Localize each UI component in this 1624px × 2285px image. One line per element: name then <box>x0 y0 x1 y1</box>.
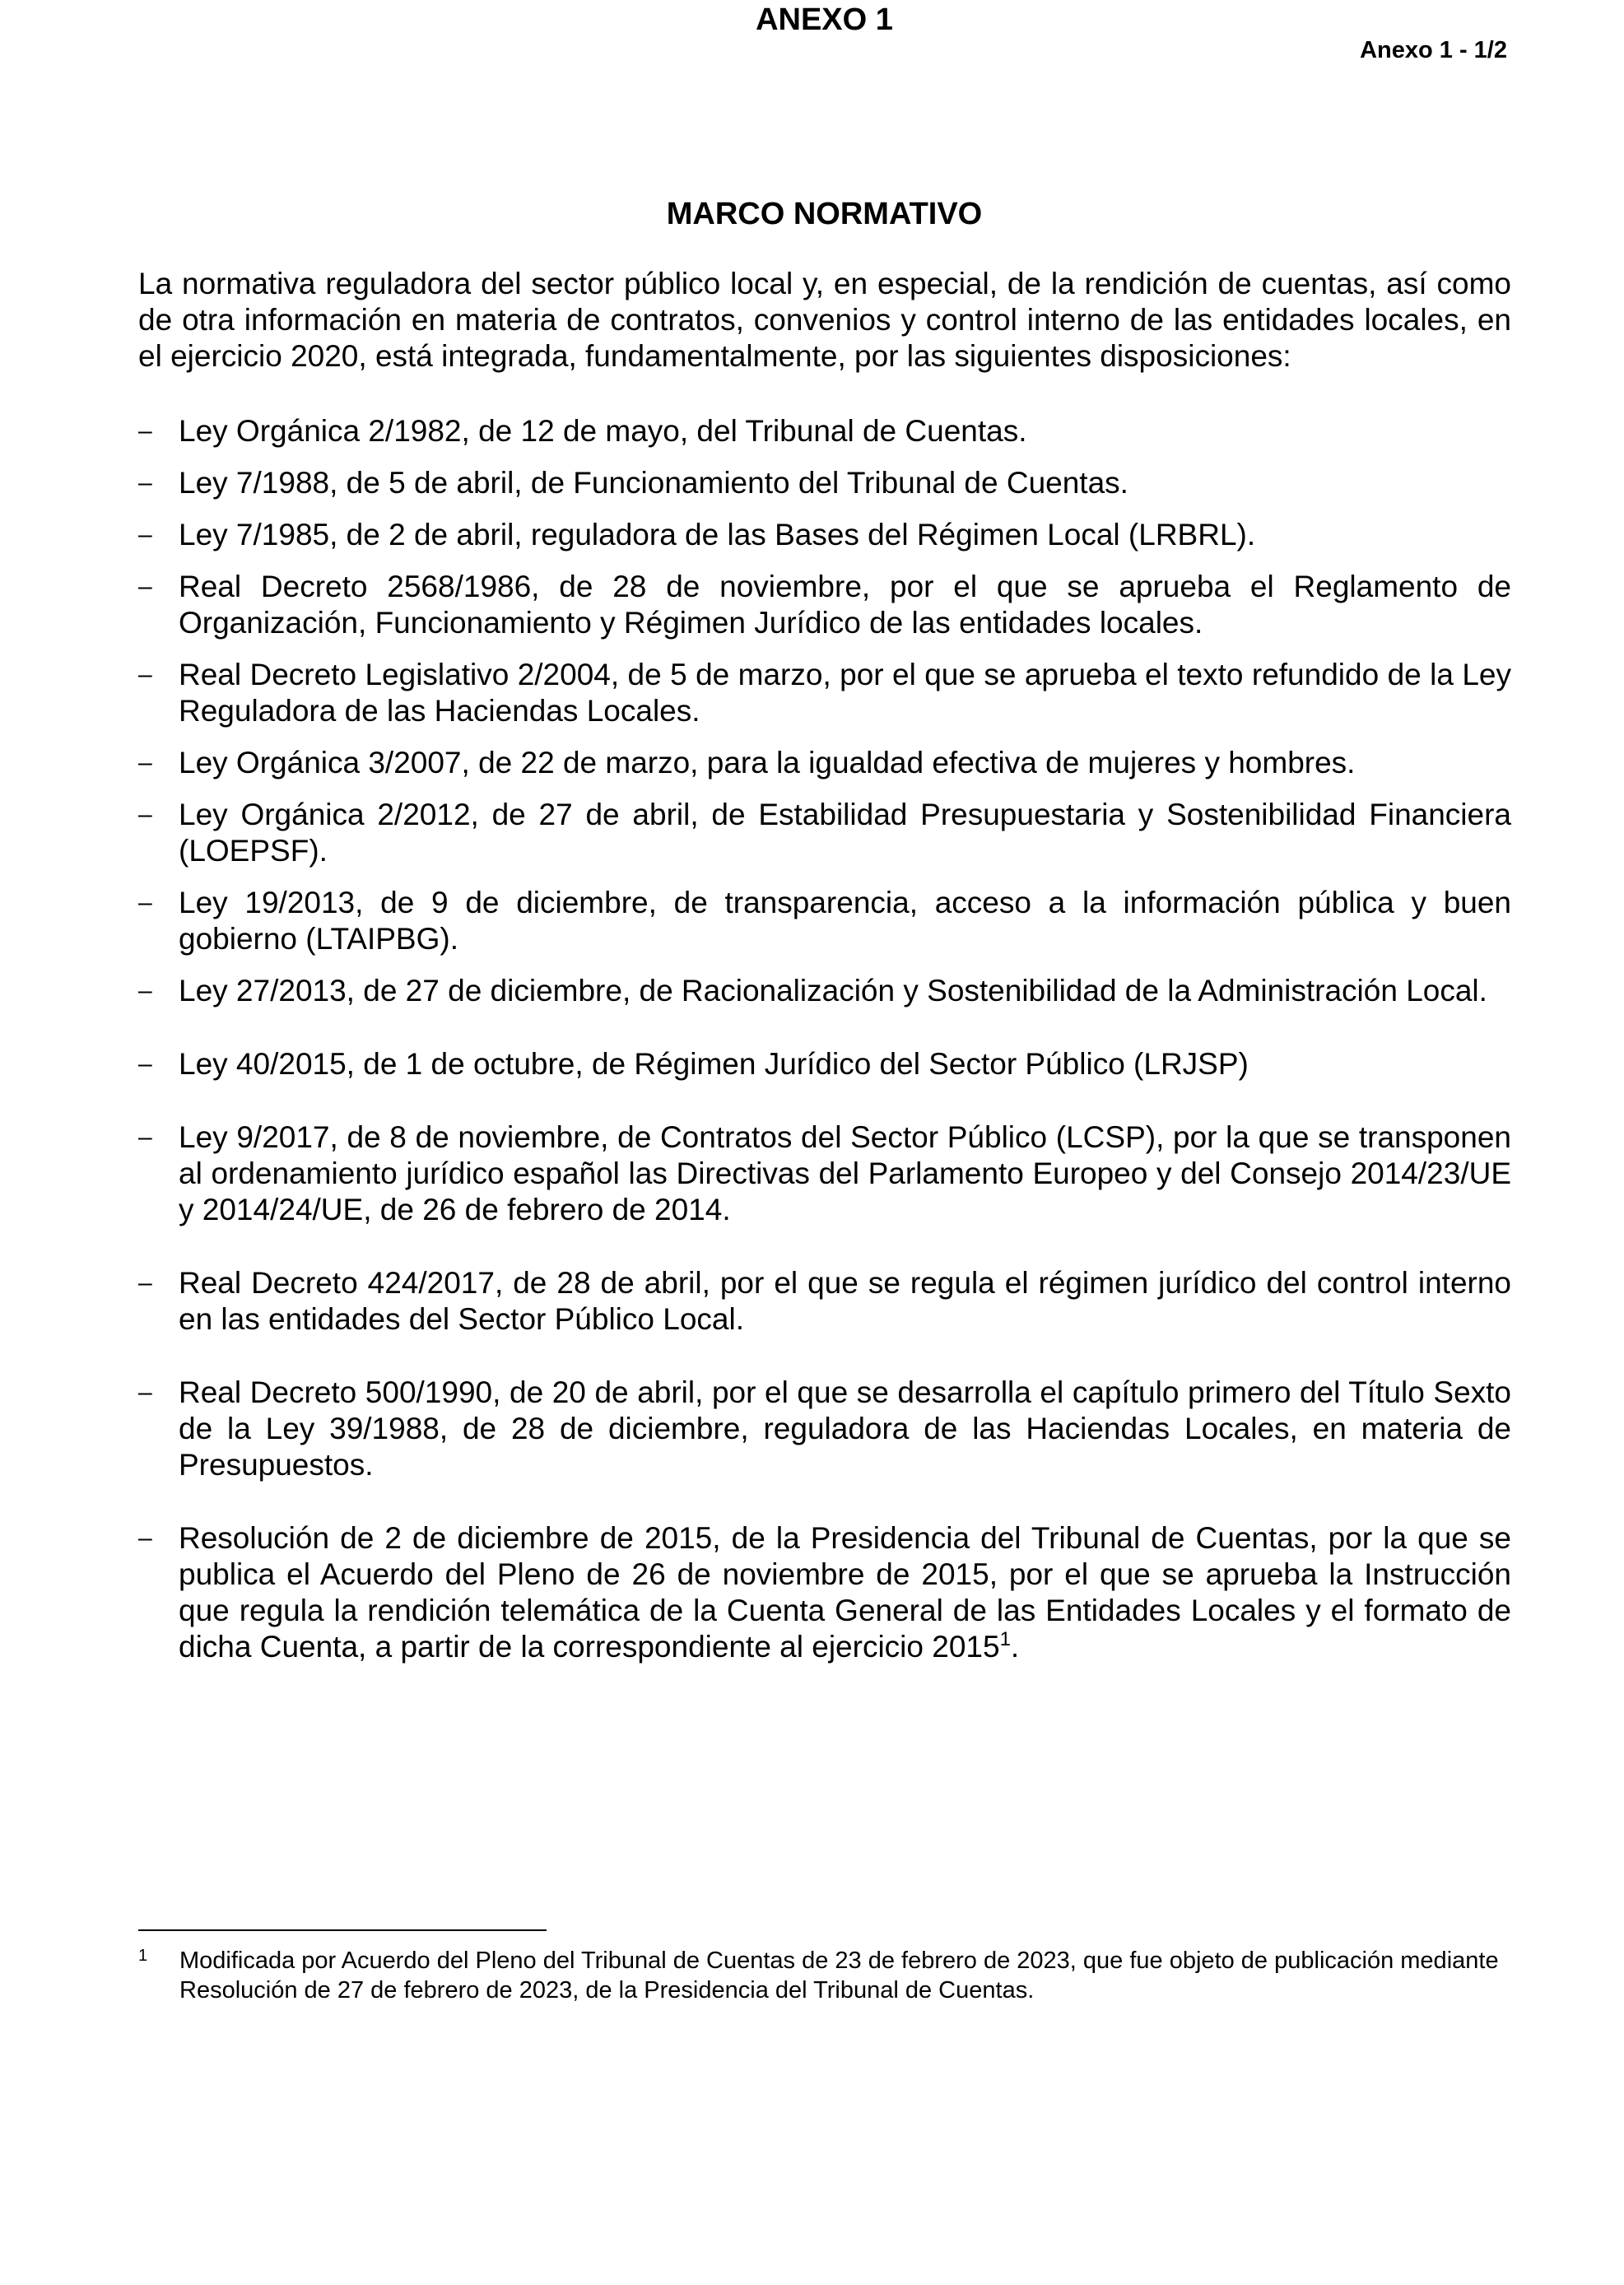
list-item <box>138 1046 1511 1082</box>
list-item-end: . <box>1010 1630 1020 1664</box>
footnote-separator <box>138 1929 547 1931</box>
list-item <box>138 885 1511 957</box>
list-item-text: Real Decreto Legislativo 2/2004, de 5 de marzo, por el que se aprueba el texto refundido de la Ley Reguladora de las Haciendas Locales. <box>179 658 1511 728</box>
footnote-number: 1 <box>138 1947 148 1965</box>
annex-title: ANEXO 1 <box>756 2 893 37</box>
list-item <box>138 745 1511 781</box>
dash-bullet-icon: – <box>138 1379 152 1406</box>
dash-bullet-icon: – <box>138 469 152 496</box>
list-item <box>138 569 1511 641</box>
list-item <box>138 1375 1511 1483</box>
dispositions-list <box>138 413 1511 1665</box>
list-item-text: Real Decreto 500/1990, de 20 de abril, por el que se desarrolla el capítulo primero del Título Sexto de la Ley 39/1988, de 28 de diciembre, reguladora de las Haciendas Locales, en materia de Presupuestos. <box>179 1375 1511 1482</box>
dash-bullet-icon: – <box>138 521 152 548</box>
dash-bullet-icon: – <box>138 801 152 828</box>
footnote-reference[interactable]: 1 <box>999 1628 1011 1650</box>
list-item-text: Ley 7/1985, de 2 de abril, reguladora de las Bases del Régimen Local (LRBRL). <box>179 518 1256 551</box>
dash-bullet-icon: – <box>138 1050 152 1077</box>
list-item-text: Ley 19/2013, de 9 de diciembre, de transparencia, acceso a la información pública y buen gobierno (LTAIPBG). <box>179 886 1511 956</box>
list-item-text: Ley 40/2015, de 1 de octubre, de Régimen Jurídico del Sector Público (LRJSP) <box>179 1047 1249 1081</box>
list-item <box>138 1265 1511 1338</box>
list-item <box>138 797 1511 869</box>
list-item <box>138 413 1511 449</box>
intro-paragraph: La normativa reguladora del sector público local y, en especial, de la rendición de cuentas, así como de otra información en materia de contratos, convenios y control interno de las entidades locales, en el ejercicio 2020, está integrada, fundamentalmente, por las siguientes disposiciones: <box>138 267 1511 373</box>
list-item-text: Real Decreto 2568/1986, de 28 de noviembre, por el que se aprueba el Reglamento de Organización, Funcionamiento y Régimen Jurídico de las entidades locales. <box>179 570 1511 640</box>
list-item-text: Ley 7/1988, de 5 de abril, de Funcionamiento del Tribunal de Cuentas. <box>179 466 1128 500</box>
list-item <box>138 657 1511 729</box>
list-item-text: Real Decreto 424/2017, de 28 de abril, por el que se regula el régimen jurídico del control interno en las entidades del Sector Público Local. <box>179 1266 1511 1336</box>
list-item <box>138 517 1511 553</box>
list-item-text: Ley Orgánica 3/2007, de 22 de marzo, para la igualdad efectiva de mujeres y hombres. <box>179 746 1356 780</box>
list-item-text: Ley Orgánica 2/1982, de 12 de mayo, del Tribunal de Cuentas. <box>179 414 1027 448</box>
dash-bullet-icon: – <box>138 749 152 776</box>
footnote <box>138 1946 1511 2005</box>
dash-bullet-icon: – <box>138 1524 152 1552</box>
list-item <box>138 465 1511 501</box>
list-item <box>138 1119 1511 1228</box>
dash-bullet-icon: – <box>138 889 152 916</box>
dash-bullet-icon: – <box>138 573 152 600</box>
list-item-text: Resolución de 2 de diciembre de 2015, de la Presidencia del Tribunal de Cuentas, por la que se publica el Acuerdo del Pleno de 26 de noviembre de 2015, por el que se aprueba la Instrucción que regula la rendición telemática de la Cuenta General de las Entidades Locales y el formato de dicha Cuenta, a partir de la correspondiente al ejercicio 2015 <box>179 1521 1511 1664</box>
dash-bullet-icon: – <box>138 417 152 444</box>
dash-bullet-icon: – <box>138 661 152 688</box>
dash-bullet-icon: – <box>138 1124 152 1151</box>
page-reference: Anexo 1 - 1/2 <box>1360 37 1507 63</box>
list-item <box>138 973 1511 1009</box>
list-item <box>138 1520 1511 1665</box>
footnote-text: Modificada por Acuerdo del Pleno del Tribunal de Cuentas de 23 de febrero de 2023, que fue objeto de publicación mediante Resolución de 27 de febrero de 2023, de la Presidencia del Tribunal de Cuentas. <box>179 1948 1499 2003</box>
dash-bullet-icon: – <box>138 977 152 1004</box>
list-item-text: Ley 9/2017, de 8 de noviembre, de Contratos del Sector Público (LCSP), por la que se transponen al ordenamiento jurídico español las Directivas del Parlamento Europeo y del Consejo 2014/23/UE y 2014/24/UE, de 26 de febrero de 2014. <box>179 1120 1511 1226</box>
list-item-text: Ley Orgánica 2/2012, de 27 de abril, de Estabilidad Presupuestaria y Sostenibilidad Financiera (LOEPSF). <box>179 798 1511 868</box>
section-title: MARCO NORMATIVO <box>666 197 983 231</box>
dash-bullet-icon: – <box>138 1269 152 1296</box>
list-item-text: Ley 27/2013, de 27 de diciembre, de Racionalización y Sostenibilidad de la Administración Local. <box>179 974 1487 1008</box>
